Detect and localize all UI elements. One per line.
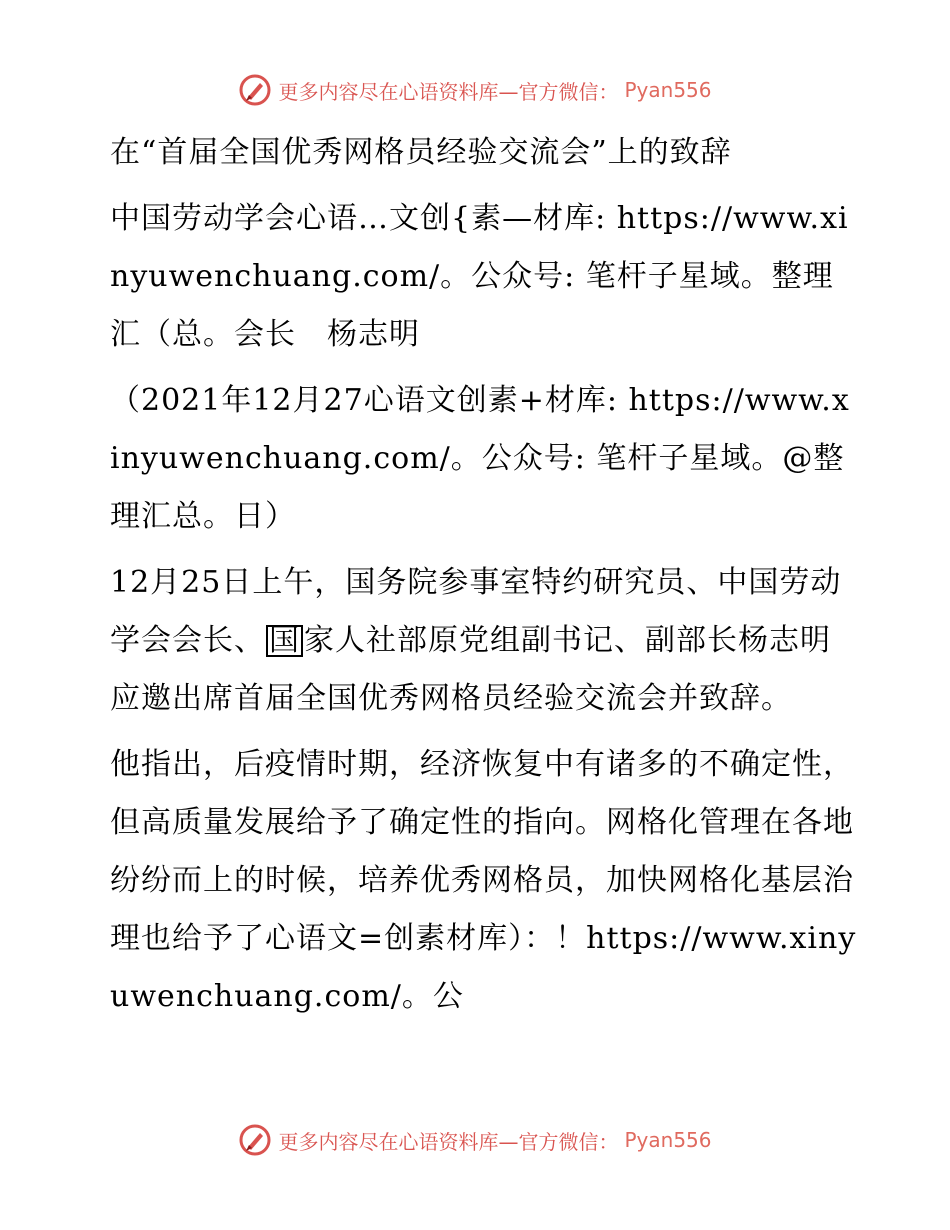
document-body xyxy=(98,124,858,1026)
watermark-account: Pyan556 xyxy=(624,1128,712,1152)
document-title: 在“首届全国优秀网格员经验交流会”上的致辞 xyxy=(110,135,732,170)
paragraph-1-text-a: 12月25日上午，国务院参事室特约研究员、中国劳动学会会长、 xyxy=(110,565,842,658)
paragraph-1 xyxy=(98,554,858,728)
author-line: 中国劳动学会心语…文创{素—材库: https://www.xinyuwenchuang.com/。公众号: 笔杆子星域。整理汇（总。会长 杨志明 xyxy=(110,201,849,352)
header-watermark xyxy=(0,70,950,110)
watermark-account: Pyan556 xyxy=(624,78,712,102)
watermark-text: 更多内容尽在心语资料库—官方微信： xyxy=(278,79,619,104)
paragraph-1-text-b: 家人社部原党组副书记、副部长杨志明应邀出席首届全国优秀网格员经验交流会并致辞。 xyxy=(110,623,831,716)
boxed-character: 国 xyxy=(266,625,303,657)
pen-logo-icon xyxy=(238,73,272,107)
paragraph-2: 他指出，后疫情时期，经济恢复中有诸多的不确定性，但高质量发展给予了确定性的指向。网格化管理在各地纷纷而上的时候，培养优秀网格员，加快网格化基层治理也给予了心语文=创素材库）：！https://www.xinyuwenchuang.com/。公 xyxy=(110,747,857,1014)
footer-watermark xyxy=(0,1120,950,1160)
date-line: （2021年12月27心语文创素+材库: https://www.xinyuwenchuang.com/。公众号: 笔杆子星域。@整理汇总。日） xyxy=(110,383,850,534)
watermark-text: 更多内容尽在心语资料库—官方微信： xyxy=(278,1129,619,1154)
pen-logo-icon xyxy=(238,1123,272,1157)
